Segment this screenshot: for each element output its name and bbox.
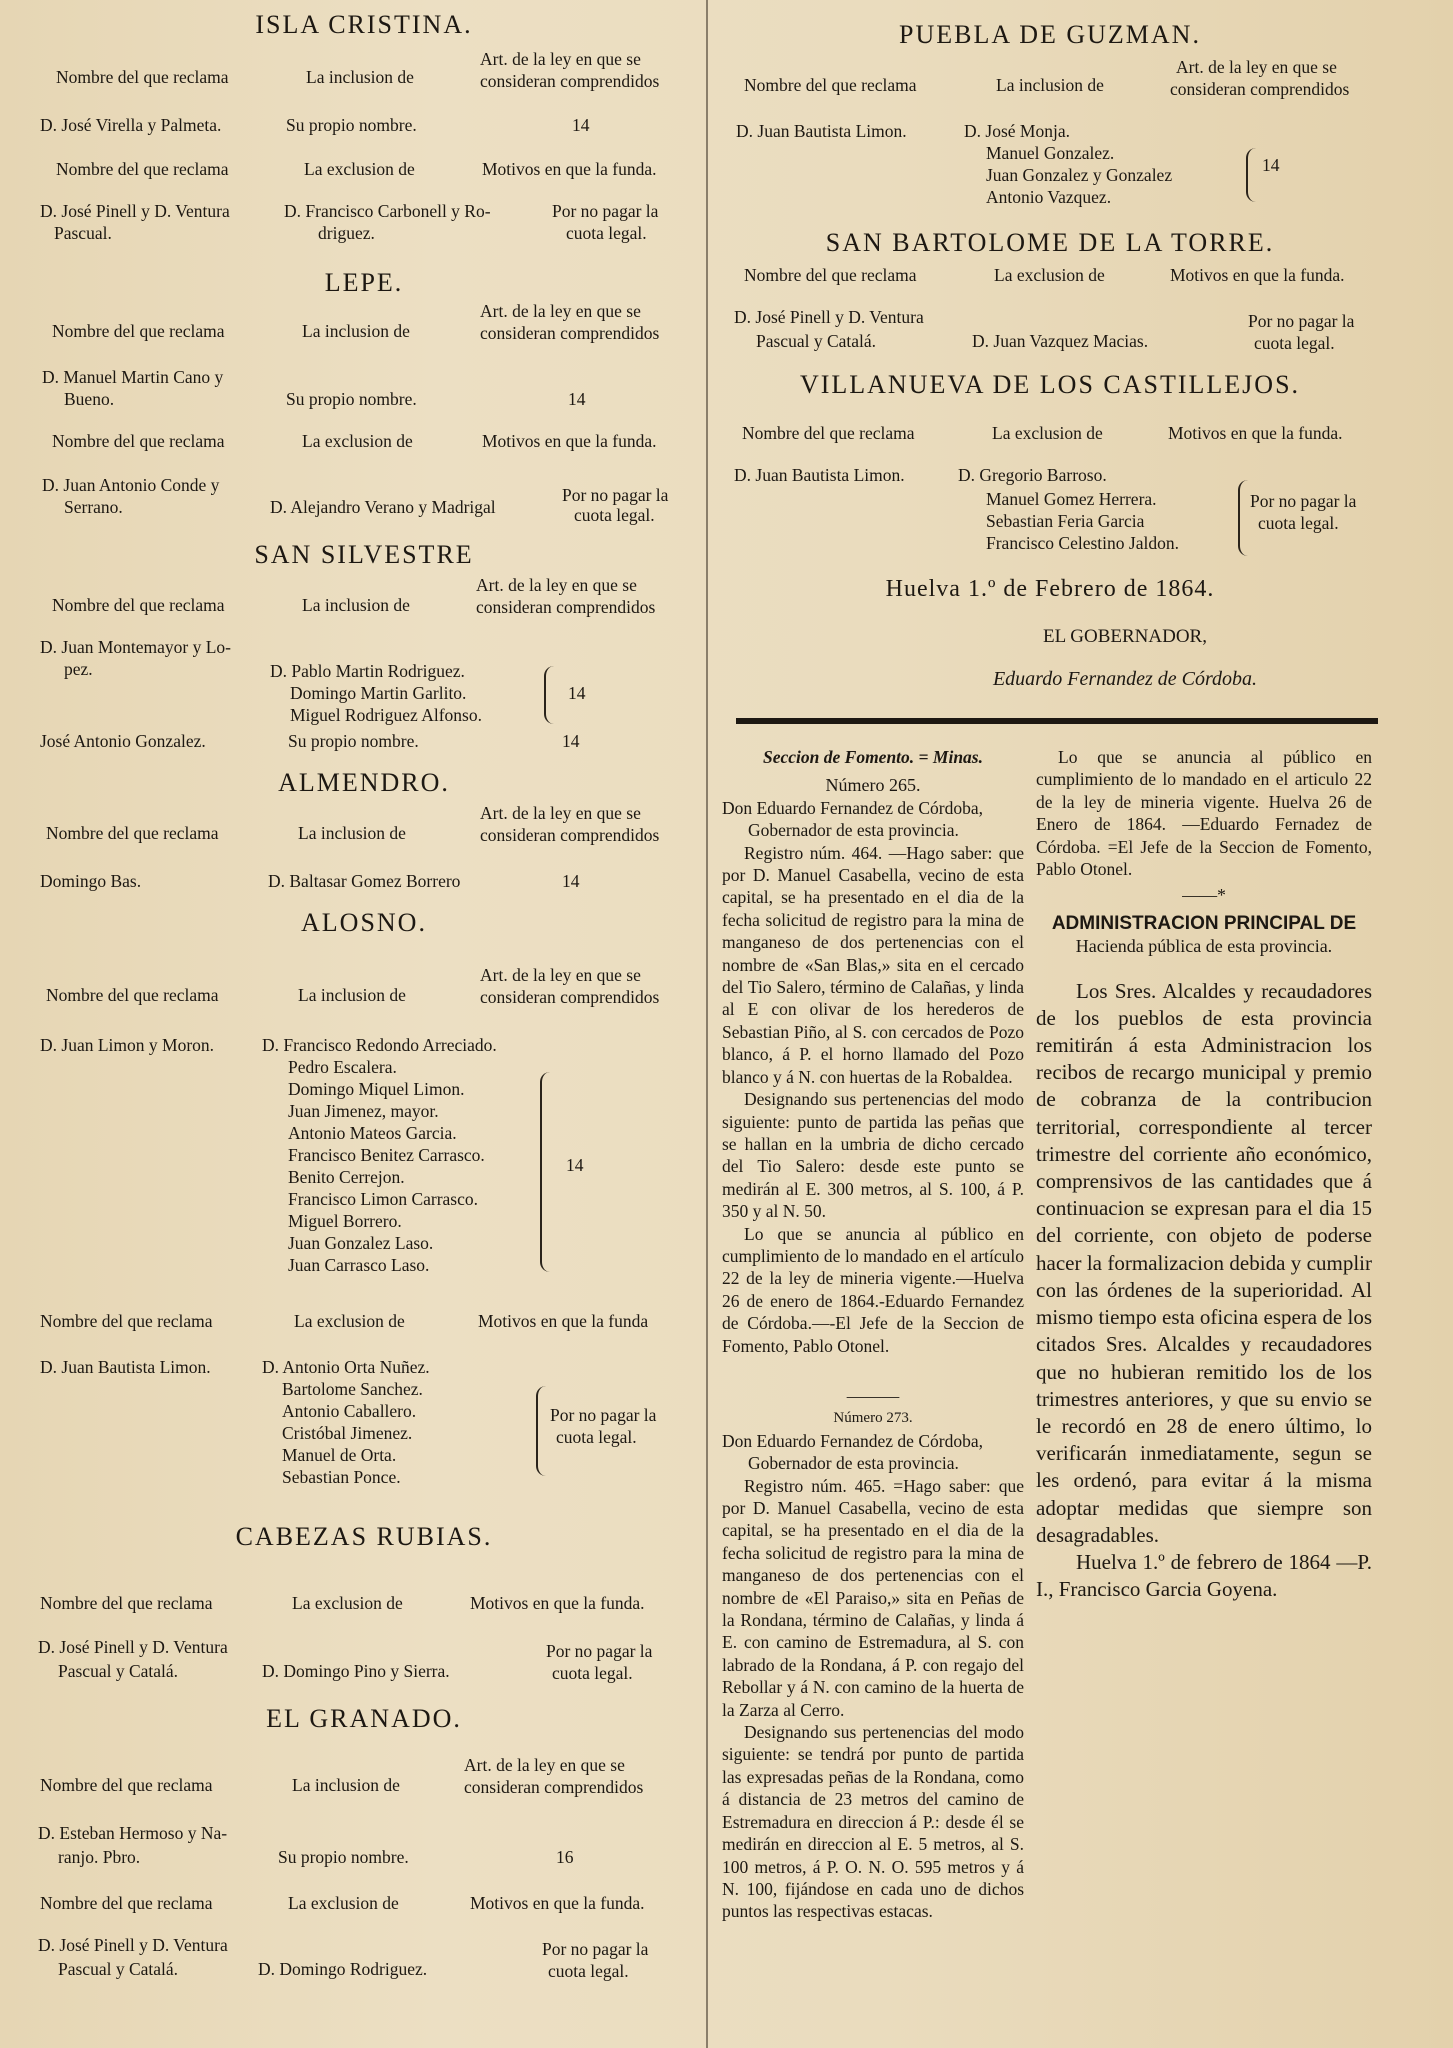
n265-paragraph-1: Registro núm. 464. —Hago saber: que por D. Manuel Casabella, vecino de esta capital, se ha presentado en el dia de la fecha solicitud de registro para la mina de manganeso de dos pertenencias con el nombre de «San Blas,» sita en el cercado del Tio Salero, término de Calañas, y linda al E con olivar de los herederos de Sebastian Piño, al S. con cercados de Pozo blanco, á P. el horno llamado del Pozo blanco y á N. con huertas de la Robaldea.: [722, 842, 1024, 1087]
excluded-1: D. Francisco Carbonell y Ro-: [284, 201, 491, 221]
column-divider: [706, 0, 708, 2048]
included-1: D. José Monja.: [964, 121, 1070, 141]
motive-1: Por no pagar la: [562, 485, 669, 505]
claimant-2: pez.: [64, 659, 93, 679]
excluded-2: Bartolome Sanchez.: [282, 1379, 423, 1399]
motive-1: Por no pagar la: [1250, 491, 1357, 511]
hdr-claimant: Nombre del que reclama: [56, 67, 229, 87]
section-title-lepe: LEPE.: [324, 268, 404, 297]
article: 14: [562, 871, 580, 891]
excluded-2: driguez.: [318, 223, 375, 243]
hdr-law-1: Art. de la ley en que se: [476, 575, 637, 595]
hdr-law-1: Art. de la ley en que se: [480, 803, 641, 823]
motive-1: Por no pagar la: [542, 1939, 649, 1959]
claimant-2: Pascual y Catalá.: [58, 1661, 179, 1681]
brace: [544, 666, 554, 724]
included-8: Francisco Limon Carrasco.: [288, 1189, 479, 1209]
hdr-law-2: consideran comprendidos: [1170, 79, 1350, 99]
included-3: Juan Gonzalez y Gonzalez: [986, 165, 1173, 185]
hdr-law-1: Art. de la ley en que se: [1176, 57, 1337, 77]
article: 14: [562, 731, 580, 751]
hdr-exclusion: La exclusion de: [992, 423, 1103, 443]
governor-signature: Eduardo Fernandez de Córdoba.: [992, 668, 1258, 690]
hdr-claimant: Nombre del que reclama: [40, 1775, 213, 1795]
admin-paragraph-2: Huelva 1.º de febrero de 1864 —P. I., Francisco Garcia Goyena.: [1036, 1549, 1372, 1602]
included-11: Juan Carrasco Laso.: [288, 1255, 430, 1275]
hdr-law-2: consideran comprendidos: [464, 1777, 644, 1797]
excluded-3: Sebastian Feria Garcia: [986, 511, 1145, 531]
included-4: Juan Jimenez, mayor.: [288, 1101, 439, 1121]
excluded-4: Cristóbal Jimenez.: [282, 1423, 413, 1443]
separator: ———: [846, 1385, 900, 1406]
excluded-4: Francisco Celestino Jaldon.: [986, 533, 1179, 553]
hdr-claimant: Nombre del que reclama: [46, 985, 219, 1005]
hdr-inclusion: La inclusion de: [292, 1775, 400, 1795]
hdr-motives: Motivos en que la funda.: [470, 1593, 645, 1613]
brace: [1238, 480, 1248, 556]
article: 14: [572, 115, 590, 135]
hdr-law-2: consideran comprendidos: [480, 987, 660, 1007]
hdr-motives: Motivos en que la funda.: [482, 431, 657, 451]
claimant: D. Juan Limon y Moron.: [40, 1035, 215, 1055]
included: Su propio nombre.: [286, 115, 417, 135]
included-10: Juan Gonzalez Laso.: [288, 1233, 434, 1253]
claimant: D. José Virella y Palmeta.: [40, 115, 222, 135]
included: D. Baltasar Gomez Borrero: [268, 871, 461, 891]
motive-2: cuota legal.: [556, 1427, 637, 1447]
hdr-law-2: consideran comprendidos: [476, 597, 656, 617]
hdr-claimant: Nombre del que reclama: [40, 1893, 213, 1913]
hdr-exclusion: La exclusion de: [292, 1593, 403, 1613]
claimant-1: D. Manuel Martin Cano y: [42, 367, 224, 387]
hdr-law-1: Art. de la ley en que se: [464, 1755, 625, 1775]
motive-2: cuota legal.: [574, 505, 655, 525]
claimant-1: D. José Pinell y D. Ventura: [38, 1935, 228, 1955]
hdr-exclusion: La exclusion de: [304, 159, 415, 179]
motive-2: cuota legal.: [548, 1961, 629, 1981]
motive-1: Por no pagar la: [550, 1405, 657, 1425]
hdr-claimant: Nombre del que reclama: [744, 265, 917, 285]
claimant-1: D. José Pinell y D. Ventura: [38, 1637, 228, 1657]
section-title-san-silvestre: SAN SILVESTRE: [254, 540, 474, 569]
excluded-1: D. Gregorio Barroso.: [958, 465, 1107, 485]
hdr-claimant: Nombre del que reclama: [40, 1311, 213, 1331]
claimant-2: Bueno.: [64, 389, 115, 409]
included-2: Manuel Gonzalez.: [986, 143, 1115, 163]
section-title-almendro: ALMENDRO.: [278, 768, 450, 797]
included-2: Pedro Escalera.: [288, 1057, 397, 1077]
n273-paragraph-2: Designando sus pertenencias del modo siguiente: se tendrá por punto de partida las expresadas peñas de la Rondana, como á distancia de 23 metros del camino de Estremadura en direccion á P.: desde él se medirán en direccion al E. 5 metros, al S. 100 metros, á P. O. N. O. 595 metros y á N. 100, fijándose en cada uno de dichos puntos las respectivas estacas.: [722, 1722, 1024, 1922]
motive-2: cuota legal.: [1258, 513, 1339, 533]
hdr-claimant: Nombre del que reclama: [40, 1593, 213, 1613]
hdr-law-2: consideran comprendidos: [480, 323, 660, 343]
hdr-inclusion: La inclusion de: [306, 67, 414, 87]
motive-1: Por no pagar la: [546, 1641, 653, 1661]
included-5: Antonio Mateos Garcia.: [288, 1123, 457, 1143]
hdr-motives: Motivos en que la funda.: [482, 159, 657, 179]
section-title-cabezas-rubias: CABEZAS RUBIAS.: [235, 1522, 493, 1551]
claimant: José Antonio Gonzalez.: [40, 731, 206, 751]
section-title-san-bartolome: SAN BARTOLOME DE LA TORRE.: [825, 228, 1275, 257]
motive-1: Por no pagar la: [1248, 311, 1355, 331]
hdr-claimant: Nombre del que reclama: [56, 159, 229, 179]
section-fomento: Seccion de Fomento. = Minas.: [763, 747, 983, 767]
motive-2: cuota legal.: [566, 223, 647, 243]
claimant-1: D. Esteban Hermoso y Na-: [38, 1823, 228, 1843]
n265-paragraph-2: Designando sus pertenencias del modo siguiente: punto de partida las peñas que se hallan en la umbria de dicho cercado del Tio Salero: desde este punto se medirán al E. 300 metros, al S. 100, á P. 350 y al N. 50.: [722, 1089, 1024, 1222]
hdr-exclusion: La exclusion de: [294, 1311, 405, 1331]
motive-1: Por no pagar la: [552, 201, 659, 221]
hdr-exclusion: La exclusion de: [302, 431, 413, 451]
fomento-column-a: [722, 746, 1024, 1923]
excluded-5: Manuel de Orta.: [282, 1445, 397, 1465]
excluded: D. Domingo Pino y Sierra.: [262, 1661, 450, 1681]
section-title-puebla-de-guzman: PUEBLA DE GUZMAN.: [899, 20, 1201, 49]
hdr-inclusion: La inclusion de: [302, 321, 410, 341]
hdr-claimant: Nombre del que reclama: [52, 321, 225, 341]
section-title-alosno: ALOSNO.: [301, 908, 427, 937]
hdr-law-2: consideran comprendidos: [480, 825, 660, 845]
article: 14: [1262, 155, 1280, 175]
hdr-law-1: Art. de la ley en que se: [480, 49, 641, 69]
hdr-inclusion: La inclusion de: [302, 595, 410, 615]
heavy-rule: [736, 718, 1378, 724]
hdr-claimant: Nombre del que reclama: [742, 423, 915, 443]
hdr-claimant: Nombre del que reclama: [52, 431, 225, 451]
admin-paragraph-1: Los Sres. Alcaldes y recaudadores de los pueblos de esta provincia remitirán á esta Administracion los recibos de recargo municipal y premio de cobranza de la contribucion territorial, correspondiente al tercer trimestre del corriente año económico, comprensivos de las cantidades que á continuacion se expresan para el dia 15 del corriente, con objeto de poderse hacer la formalizacion debida y cumplir con las órdenes de la superioridad. Al mismo tiempo esta oficina espera de los citados Sres. Alcaldes y recaudadores que no hubieran remitido los de los trimestres anteriores, y que su envio se le recordó en 28 de enero último, lo verificarán inmediatamente, segun se les ordenó, para evitar á la misma adoptar medidas que siempre son desagradables.: [1036, 978, 1372, 1547]
n273-paragraph-1: Registro núm. 465. =Hago saber: que por D. Manuel Casabella, vecino de esta capital, se ha presentado en el dia de la fecha solicitud de registro para la mina de manganeso de dos pertenencias con el nombre de «El Paraiso,» sita en Peñas de la Rondana, término de Calañas, y linda á E. con camino de Estremadura, al S. con labrado de la Rondana, á P. con regajo del Rebollar y á N. con camino de la huerta de la Zarza al Cerro.: [722, 1475, 1024, 1720]
excluded-2: Manuel Gomez Herrera.: [986, 489, 1157, 509]
hdr-motives: Motivos en que la funda: [478, 1311, 649, 1331]
n265-heading: Don Eduardo Fernandez de Córdoba, Gobernador de esta provincia.: [722, 797, 983, 841]
claimant-1: D. Juan Antonio Conde y: [42, 475, 220, 495]
excluded-3: Antonio Caballero.: [282, 1401, 417, 1421]
claimant: Domingo Bas.: [40, 871, 142, 891]
included-6: Francisco Benitez Carrasco.: [288, 1145, 485, 1165]
excluded-1: D. Antonio Orta Nuñez.: [262, 1357, 430, 1377]
included-7: Benito Cerrejon.: [288, 1167, 405, 1187]
admin-subtitle: Hacienda pública de esta provincia.: [1075, 936, 1333, 957]
admin-title: ADMINISTRACION PRINCIPAL DE: [1051, 912, 1357, 934]
n265-paragraph-3: Lo que se anuncia al público en cumplimiento de lo mandado en el artículo 22 de la ley de mineria vigente.—Huelva 26 de enero de 1864.-Eduardo Fernandez de Córdoba.—-El Jefe de la Seccion de Fomento, Pablo Otonel.: [722, 1223, 1024, 1356]
included-3: Domingo Miquel Limon.: [288, 1079, 465, 1099]
article: 14: [566, 1155, 584, 1175]
hdr-motives: Motivos en que la funda.: [470, 1893, 645, 1913]
fomento-column-b: [1036, 746, 1372, 1603]
excluded: D. Juan Vazquez Macias.: [972, 331, 1149, 351]
hdr-motives: Motivos en que la funda.: [1168, 423, 1343, 443]
article: 16: [556, 1847, 574, 1867]
included-1: D. Francisco Redondo Arreciado.: [262, 1035, 497, 1055]
section-title-isla-cristina: ISLA CRISTINA.: [255, 10, 473, 39]
claimant-1: D. Juan Montemayor y Lo-: [40, 637, 232, 657]
included: Su propio nombre.: [288, 731, 419, 751]
claimant-2: Pascual y Catalá.: [58, 1959, 179, 1979]
hdr-inclusion: La inclusion de: [298, 985, 406, 1005]
motive-2: cuota legal.: [1254, 333, 1335, 353]
excluded-6: Sebastian Ponce.: [282, 1467, 401, 1487]
hdr-law-1: Art. de la ley en que se: [480, 301, 641, 321]
claimant-1: D. José Pinell y D. Ventura: [40, 201, 230, 221]
brace: [540, 1072, 550, 1272]
included-4: Antonio Vazquez.: [986, 187, 1112, 207]
claimant-2: ranjo. Pbro.: [58, 1847, 141, 1867]
hdr-exclusion: La exclusion de: [994, 265, 1105, 285]
included-3: Miguel Rodriguez Alfonso.: [290, 705, 482, 725]
hdr-inclusion: La inclusion de: [996, 75, 1104, 95]
hdr-motives: Motivos en que la funda.: [1170, 265, 1345, 285]
claimant: D. Juan Bautista Limon.: [734, 465, 905, 485]
included-9: Miguel Borrero.: [288, 1211, 402, 1231]
hdr-claimant: Nombre del que reclama: [52, 595, 225, 615]
included-2: Domingo Martin Garlito.: [290, 683, 467, 703]
claimant-2: Pascual.: [54, 223, 112, 243]
section-title-el-granado: EL GRANADO.: [266, 1704, 462, 1733]
brace: [536, 1386, 546, 1476]
number-273: Número 273.: [833, 1410, 913, 1427]
hdr-claimant: Nombre del que reclama: [46, 823, 219, 843]
hdr-exclusion: La exclusion de: [288, 1893, 399, 1913]
number-265: Número 265.: [825, 775, 921, 796]
hdr-law-2: consideran comprendidos: [480, 71, 660, 91]
hdr-law-1: Art. de la ley en que se: [480, 965, 641, 985]
claimant-2: Pascual y Catalá.: [756, 331, 877, 351]
motive-2: cuota legal.: [552, 1663, 633, 1683]
governor-title: EL GOBERNADOR,: [1043, 626, 1207, 647]
n273-heading: Don Eduardo Fernandez de Córdoba, Gobernador de esta provincia.: [722, 1430, 983, 1474]
excluded: D. Alejandro Verano y Madrigal: [270, 497, 496, 517]
section-title-villanueva: VILLANUEVA DE LOS CASTILLEJOS.: [799, 370, 1301, 399]
n273-paragraph-3: Lo que se anuncia al público en cumplimiento de lo mandado en el articulo 22 de la ley de mineria vigente. Huelva 26 de Enero de 1864. —Eduardo Fernadez de Córdoba. =El Jefe de la Seccion de Fomento, Pablo Otonel.: [1036, 747, 1372, 880]
claimant: D. Juan Bautista Limon.: [40, 1357, 211, 1377]
hdr-claimant: Nombre del que reclama: [744, 75, 917, 95]
included-1: D. Pablo Martin Rodriguez.: [270, 661, 465, 681]
included: Su propio nombre.: [278, 1847, 409, 1867]
claimant: D. Juan Bautista Limon.: [736, 121, 907, 141]
article: 14: [568, 683, 586, 703]
hdr-inclusion: La inclusion de: [298, 823, 406, 843]
included: Su propio nombre.: [286, 389, 417, 409]
claimant-1: D. José Pinell y D. Ventura: [734, 307, 924, 327]
claimant-2: Serrano.: [64, 497, 123, 517]
dateline: Huelva 1.º de Febrero de 1864.: [885, 576, 1215, 602]
excluded: D. Domingo Rodriguez.: [258, 1959, 428, 1979]
article: 14: [568, 389, 586, 409]
separator-2: ——*: [1182, 885, 1226, 906]
brace: [1246, 148, 1256, 202]
